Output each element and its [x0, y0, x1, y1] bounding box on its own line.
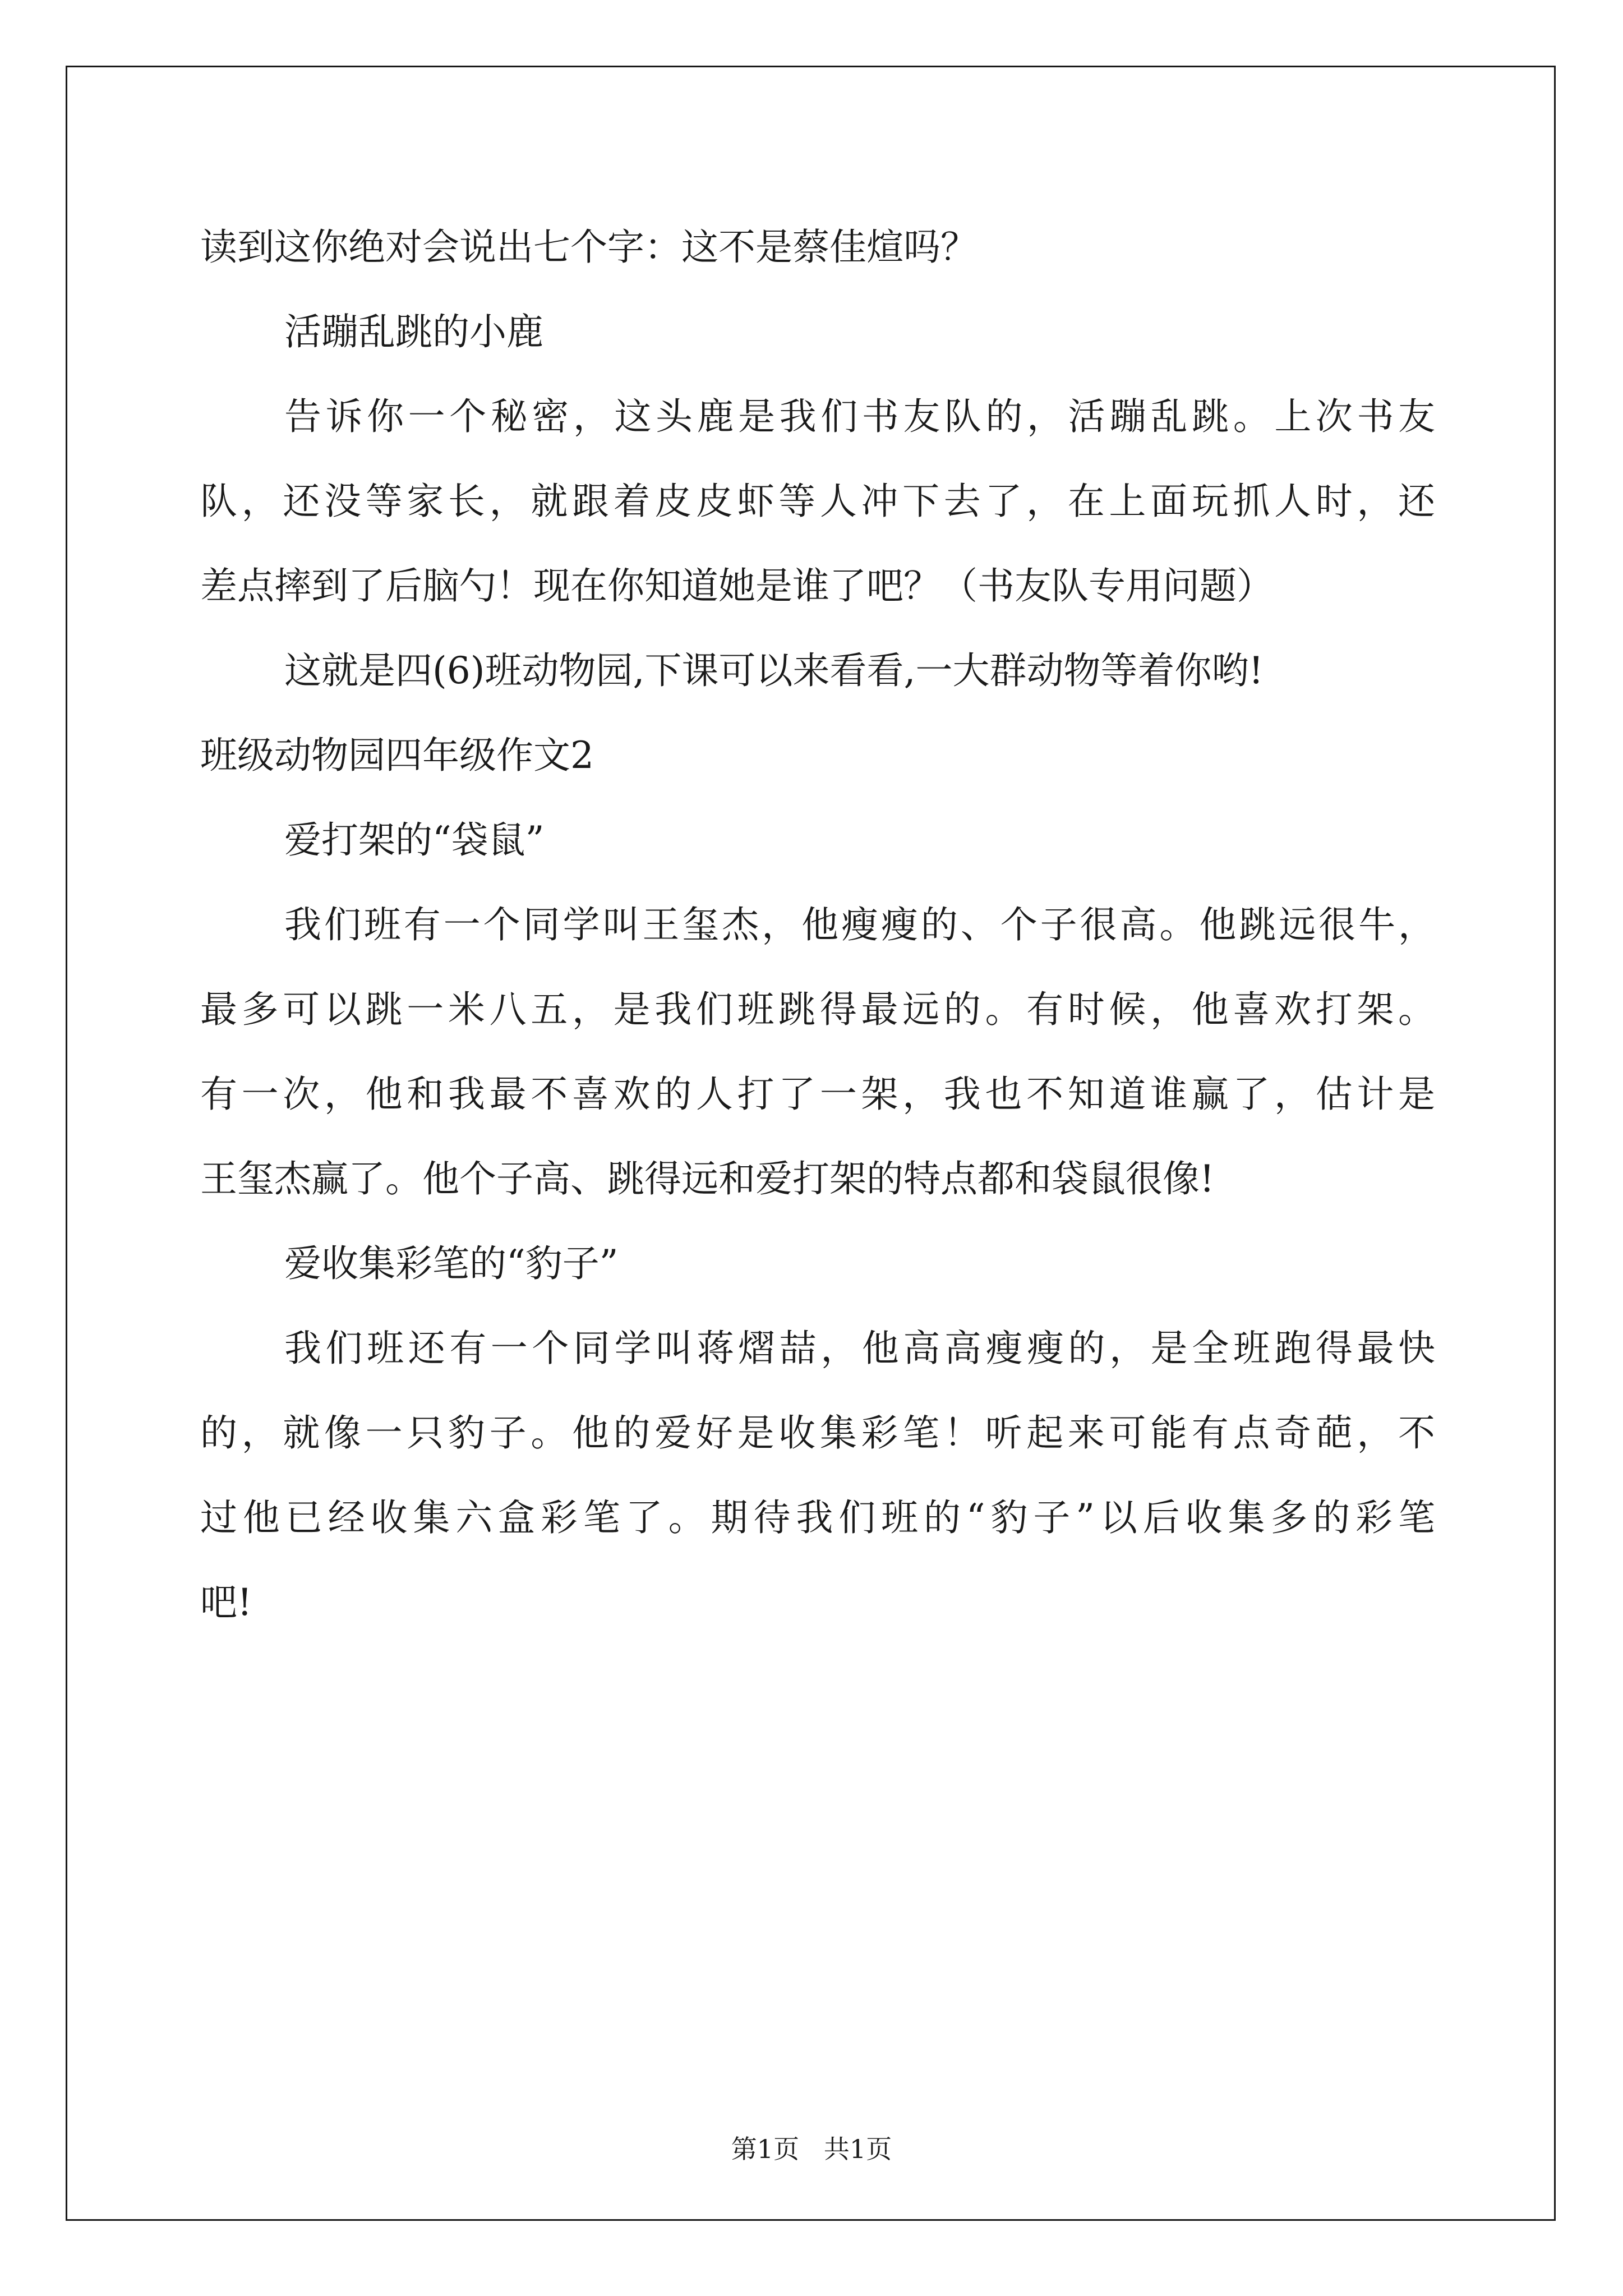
- text-line-14: 我们班还有一个同学叫蒋熠喆，他高高瘦瘦的，是全班跑得最快: [284, 1327, 1435, 1370]
- page-border: [66, 66, 1556, 2221]
- text-line-10: 最多可以跳一米八五，是我们班跳得最远的。有时候，他喜欢打架。: [200, 988, 1435, 1031]
- text-line-4: 队，还没等家长，就跟着皮皮虾等人冲下去了，在上面玩抓人时，还: [200, 480, 1435, 523]
- text-line-3: 告诉你一个秘密，这头鹿是我们书友队的，活蹦乱跳。上次书友: [284, 395, 1435, 438]
- text-line-2: 活蹦乱跳的小鹿: [284, 310, 543, 353]
- text-line-5: 差点摔到了后脑勺！现在你知道她是谁了吧？（书友队专用问题）: [200, 564, 1274, 608]
- text-line-7: 班级动物园四年级作文2: [200, 734, 594, 777]
- text-line-6: 这就是四(6)班动物园,下课可以来看看,一大群动物等着你哟!: [284, 649, 1264, 692]
- text-line-1: 读到这你绝对会说出七个字：这不是蔡佳煊吗？: [200, 226, 978, 269]
- text-line-16: 过他已经收集六盒彩笔了。期待我们班的“豹子”以后收集多的彩笔: [200, 1496, 1435, 1539]
- text-line-12: 王玺杰赢了。他个子高、跳得远和爱打架的特点都和袋鼠很像!: [200, 1157, 1215, 1200]
- text-line-8: 爱打架的“袋鼠”: [284, 818, 545, 862]
- text-line-13: 爱收集彩笔的“豹子”: [284, 1242, 619, 1285]
- text-line-9: 我们班有一个同学叫王玺杰，他瘦瘦的、个子很高。他跳远很牛，: [284, 903, 1435, 946]
- text-line-15: 的，就像一只豹子。他的爱好是收集彩笔！听起来可能有点奇葩，不: [200, 1411, 1435, 1455]
- text-line-17: 吧!: [200, 1581, 252, 1624]
- text-line-11: 有一次，他和我最不喜欢的人打了一架，我也不知道谁赢了，估计是: [200, 1073, 1435, 1116]
- page-footer: 第1页 共1页: [731, 2134, 892, 2164]
